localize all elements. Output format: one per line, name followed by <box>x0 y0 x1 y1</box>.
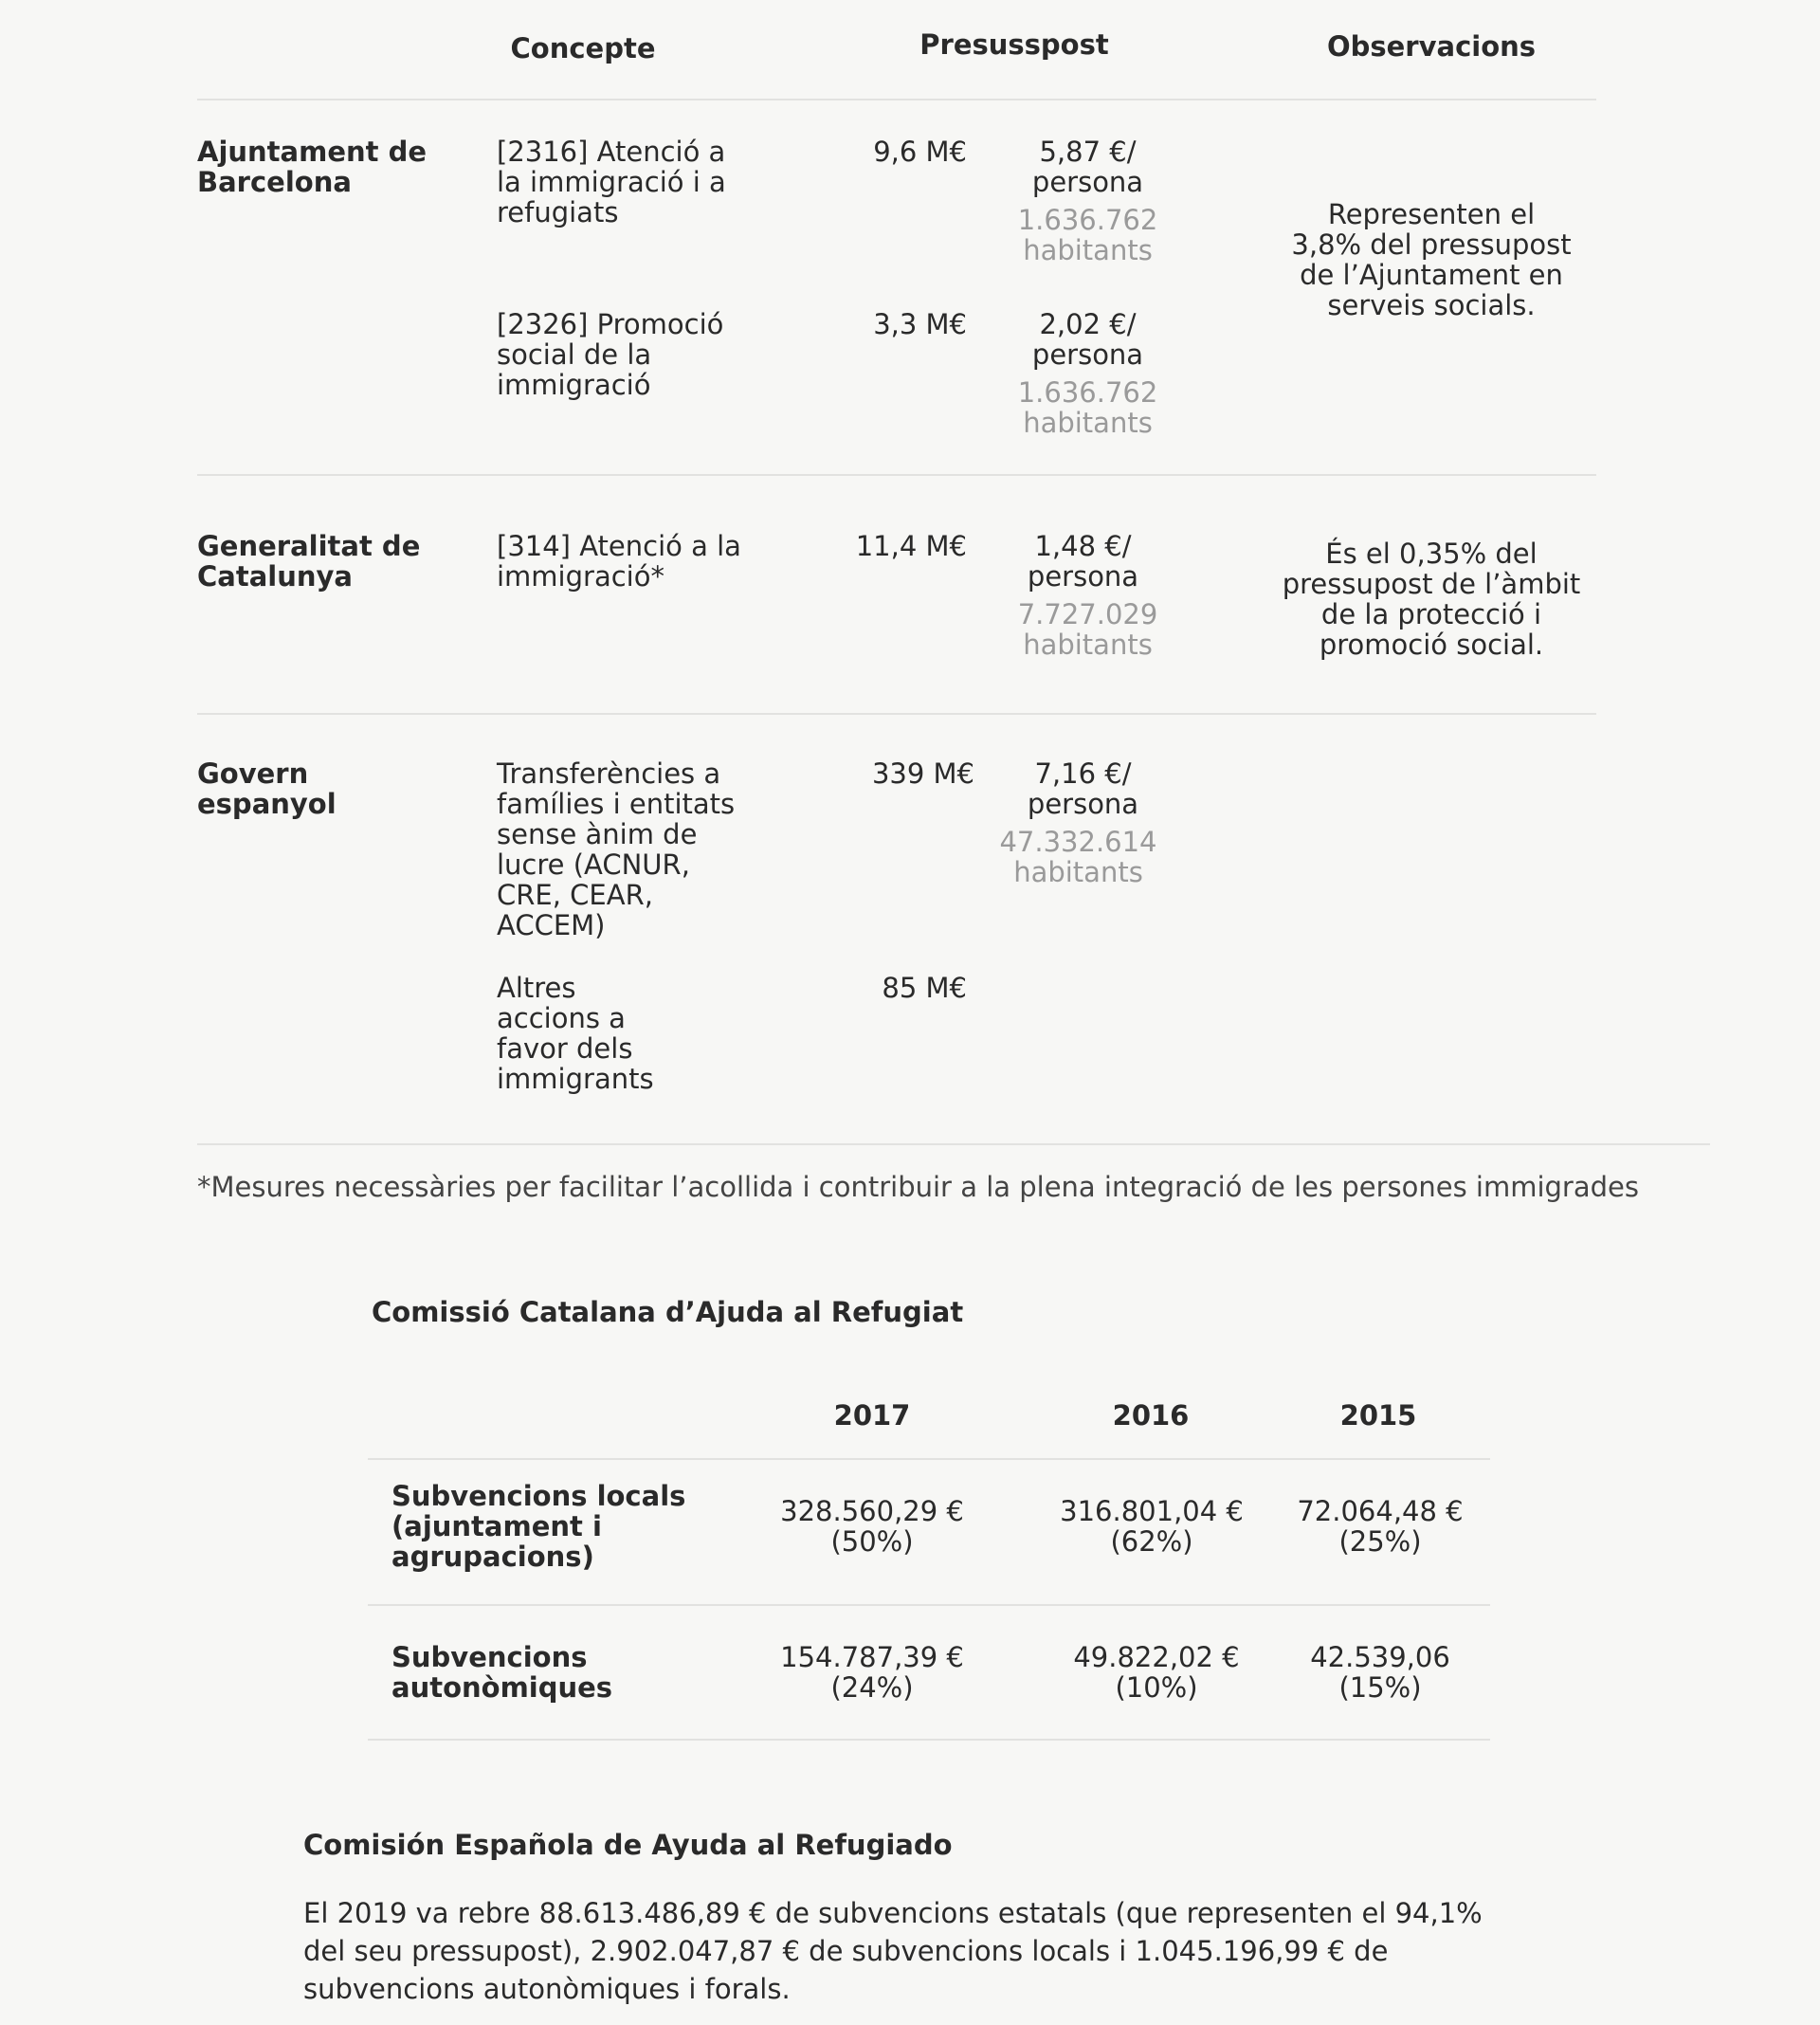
value-locals-2017: 328.560,29 € (50%) <box>780 1495 964 1558</box>
population-2316: 1.636.762 habitants <box>1017 204 1158 266</box>
per-person-transferencies: 7,16 €/ persona <box>1027 757 1139 820</box>
concept-2316: [2316] Atenció a la immigració i a refugiats <box>497 136 726 228</box>
row-header-subvencions-autonomiques: Subvencions autonòmiques <box>391 1641 613 1704</box>
cear-title: Comisión Española de Ayuda al Refugiado <box>303 1829 953 1861</box>
observation-barcelona: Representen el 3,8% del pressupost de l’Ajuntament en serveis socials. <box>1291 198 1572 321</box>
column-header-concept: Concepte <box>510 32 656 64</box>
value-locals-2016: 316.801,04 € (62%) <box>1060 1495 1244 1558</box>
divider <box>368 1739 1490 1741</box>
concept-2326: [2326] Promoció social de la immigració <box>497 308 724 401</box>
cear-paragraph: El 2019 va rebre 88.613.486,89 € de subvencions estatals (que representen el 94,1% del seu pressupost), 2.902.047,87 € de subvencions locals i 1.045.196,99 € de subvencions autonòmiques i forals. <box>303 1897 1483 2005</box>
column-header-observations: Observacions <box>1326 30 1537 63</box>
year-header-2017: 2017 <box>833 1399 911 1432</box>
population-314: 7.727.029 habitants <box>1017 598 1158 661</box>
amount-314: 11,4 M€ <box>855 530 967 562</box>
divider <box>368 1458 1490 1460</box>
table2-title: Comissió Catalana d’Ajuda al Refugiat <box>372 1296 964 1328</box>
population-2326: 1.636.762 habitants <box>1017 376 1158 439</box>
amount-2326: 3,3 M€ <box>873 308 967 340</box>
concept-transferencies: Transferències a famílies i entitats sense ànim de lucre (ACNUR, CRE, CEAR, ACCEM) <box>497 757 736 941</box>
per-person-314: 1,48 €/ persona <box>1027 530 1139 593</box>
value-autonomiques-2015: 42.539,06 (15%) <box>1310 1641 1450 1704</box>
amount-altres: 85 M€ <box>882 972 967 1004</box>
divider <box>368 1604 1490 1606</box>
row-header-govern: Govern espanyol <box>197 757 337 820</box>
value-locals-2015: 72.064,48 € (25%) <box>1297 1495 1464 1558</box>
population-transferencies: 47.332.614 habitants <box>999 826 1157 888</box>
amount-2316: 9,6 M€ <box>873 136 967 168</box>
row-header-barcelona: Ajuntament de Barcelona <box>197 136 428 198</box>
value-autonomiques-2016: 49.822,02 € (10%) <box>1073 1641 1240 1704</box>
concept-314: [314] Atenció a la immigració* <box>497 530 741 593</box>
divider <box>197 713 1596 715</box>
per-person-2316: 5,87 €/ persona <box>1031 136 1144 198</box>
concept-altres: Altres accions a favor dels immigrants <box>497 972 654 1095</box>
divider <box>197 474 1596 476</box>
row-header-subvencions-locals: Subvencions locals (ajuntament i agrupacions) <box>391 1480 686 1573</box>
row-header-generalitat: Generalitat de Catalunya <box>197 530 421 593</box>
column-header-budget: Presusspost <box>919 28 1109 61</box>
divider <box>197 1143 1710 1145</box>
value-autonomiques-2017: 154.787,39 € (24%) <box>780 1641 964 1704</box>
footnote: *Mesures necessàries per facilitar l’acollida i contribuir a la plena integració de les persones immigrades <box>197 1171 1639 1203</box>
amount-transferencies: 339 M€ <box>871 757 974 790</box>
year-header-2015: 2015 <box>1339 1399 1417 1432</box>
observation-generalitat: És el 0,35% del pressupost de l’àmbit de la protecció i promoció social. <box>1282 538 1581 661</box>
divider <box>197 99 1596 100</box>
year-header-2016: 2016 <box>1112 1399 1190 1432</box>
per-person-2326: 2,02 €/ persona <box>1031 308 1144 371</box>
